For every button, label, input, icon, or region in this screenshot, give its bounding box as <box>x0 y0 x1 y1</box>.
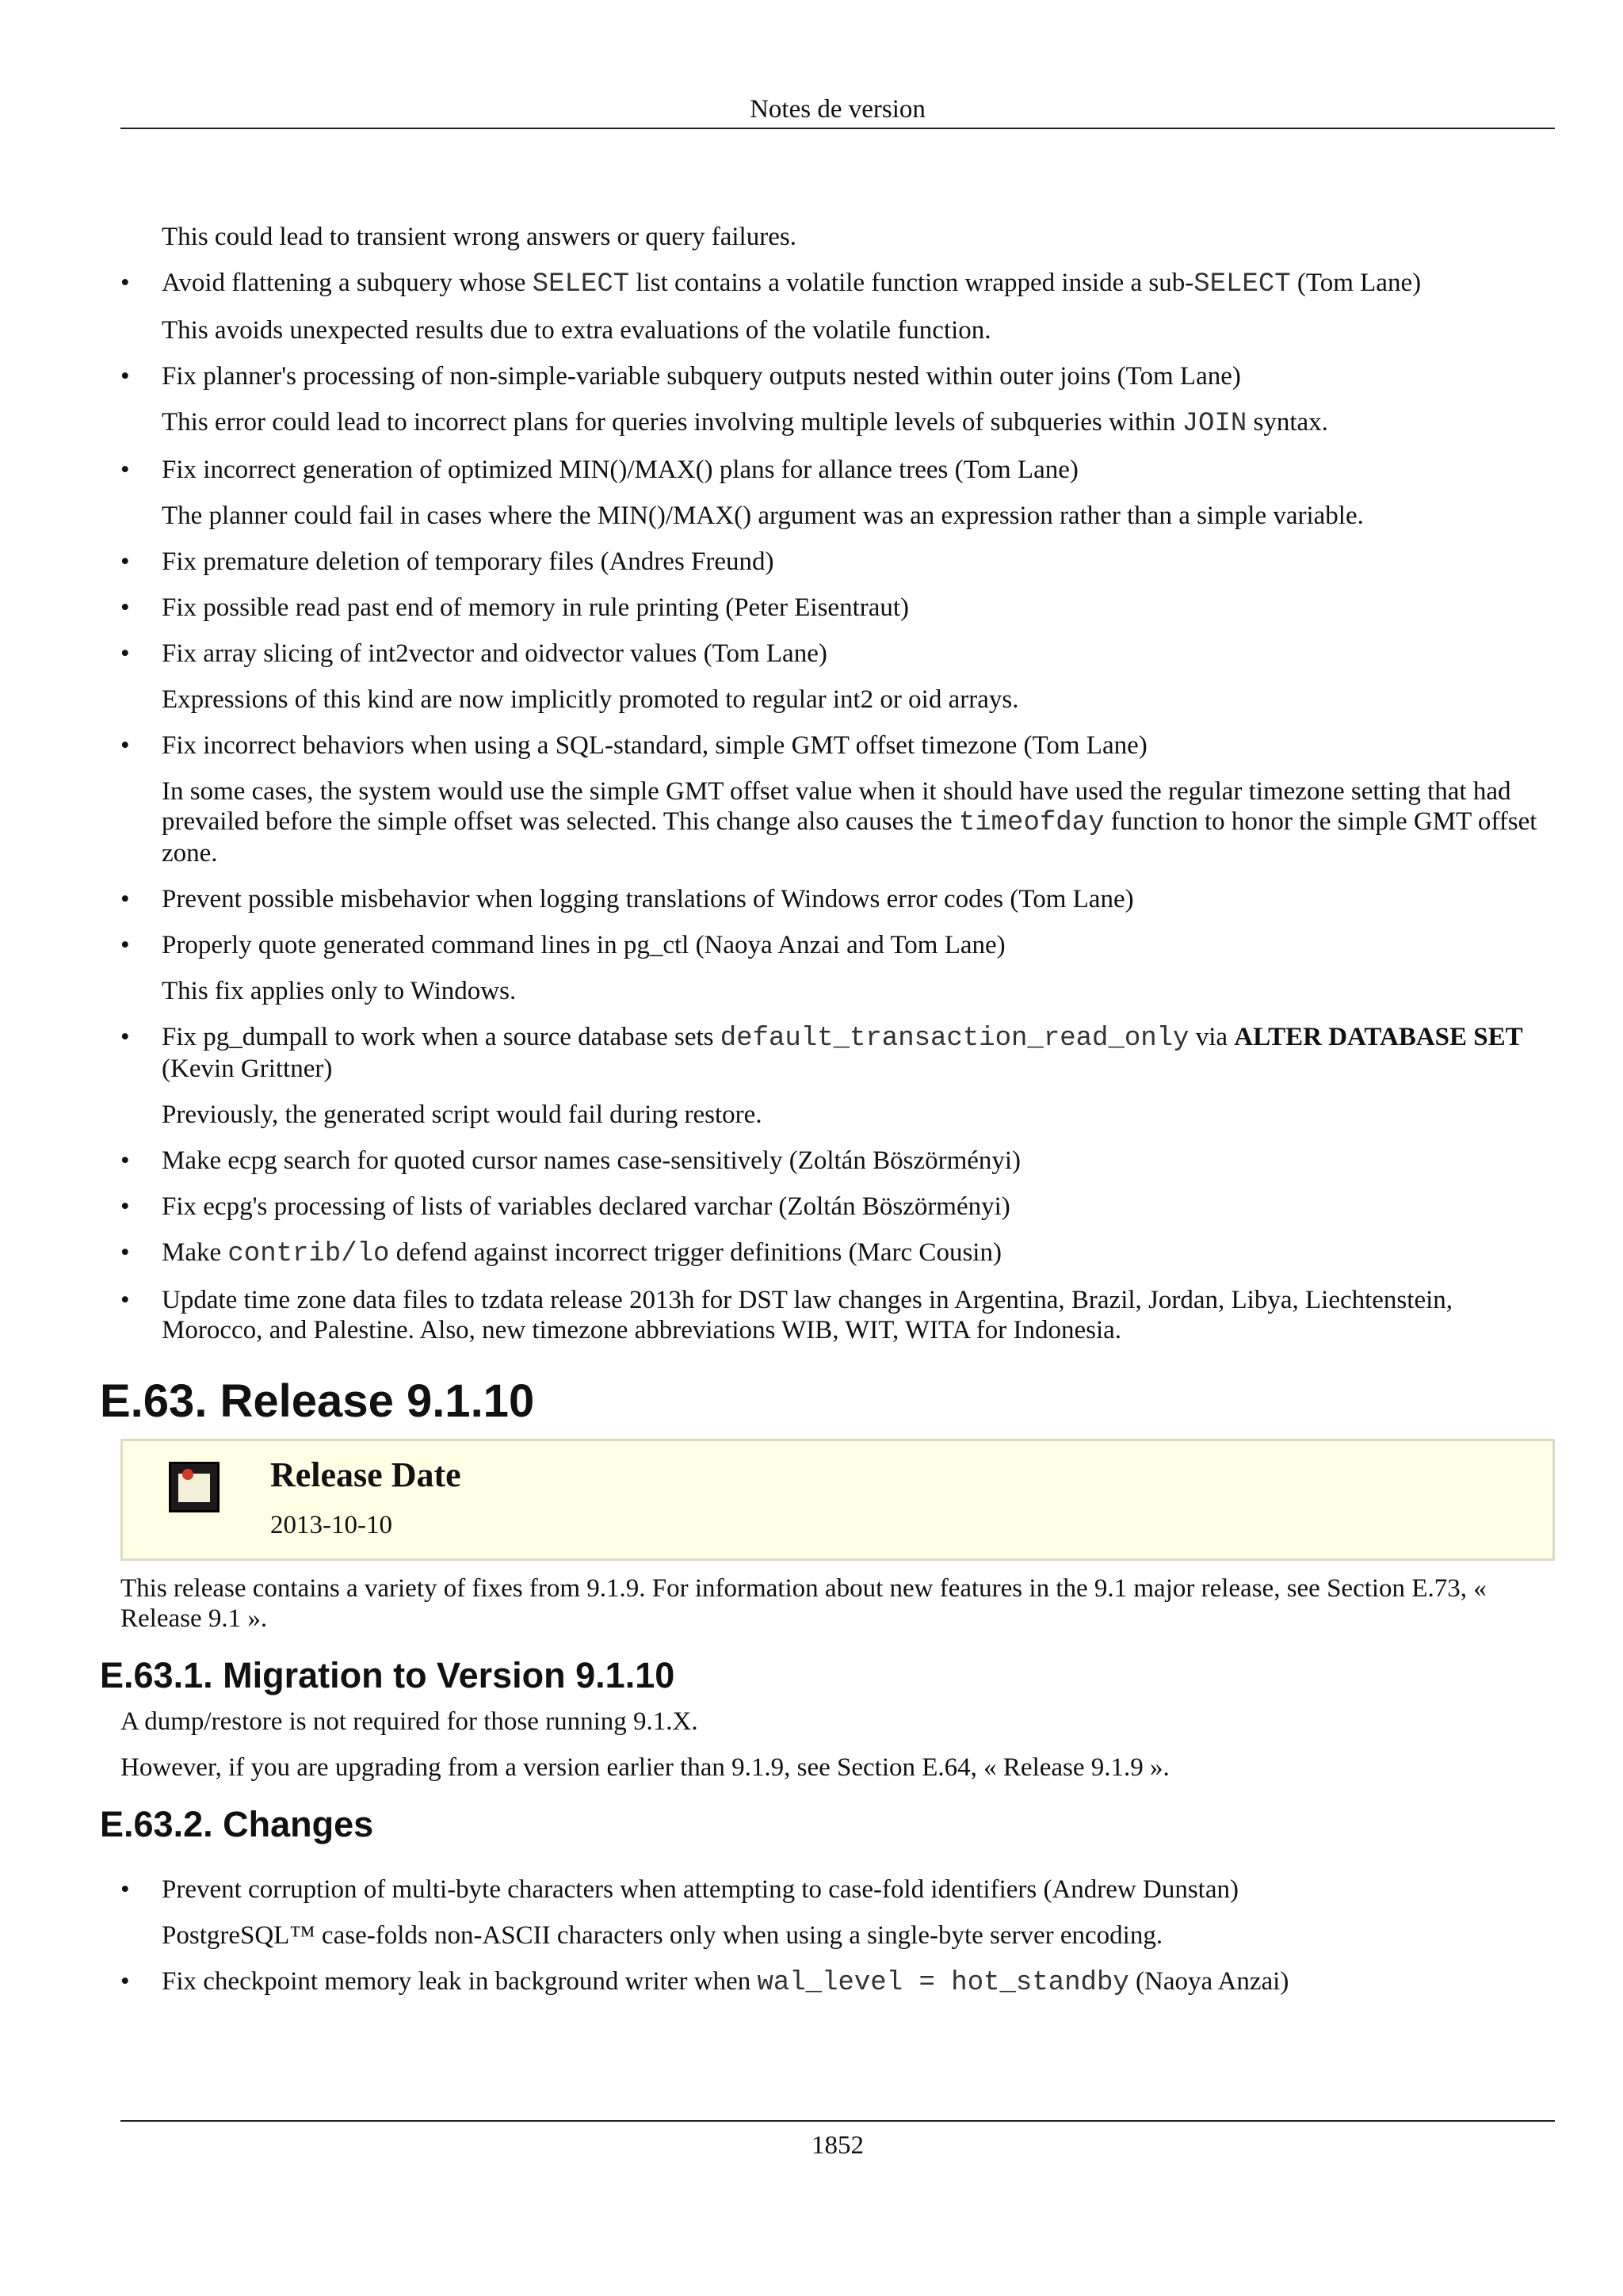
list-item <box>120 930 1555 1006</box>
list-item <box>120 1875 1555 1951</box>
item-detail: Expressions of this kind are now implicitly promoted to regular int2 or oid arrays. <box>162 685 1019 714</box>
bullet: • <box>120 1023 130 1051</box>
code-default-transaction-read-only: default_transaction_read_only <box>720 1024 1190 1054</box>
item-detail: In some cases, the system would use the simple GMT offset value when it should have used the regular timezone setting that had prevailed before the simple offset was selected. This change also causes the timeofday function to honor the simple GMT offset zone. <box>162 777 1537 868</box>
list-item <box>120 730 1555 868</box>
item-text: Fix planner's processing of non-simple-variable subquery outputs nested within outer joins (Tom Lane) <box>162 362 1241 391</box>
list-item <box>120 884 1555 914</box>
code-join: JOIN <box>1182 409 1247 439</box>
bullet: • <box>120 1238 130 1267</box>
bullet: • <box>120 1146 130 1175</box>
item-text: Fix ecpg's processing of lists of variables declared varchar (Zoltán Böszörményi) <box>162 1192 1010 1221</box>
bullet: • <box>120 456 130 484</box>
item-detail: Previously, the generated script would fail during restore. <box>162 1100 762 1129</box>
list-item <box>120 1966 1555 1998</box>
list-item <box>120 1238 1555 1269</box>
bullet: • <box>120 1192 130 1221</box>
changes-heading: E.63.2. Changes <box>100 1804 374 1844</box>
bullet: • <box>120 731 130 760</box>
item-text: Fix premature deletion of temporary files (Andres Freund) <box>162 547 774 576</box>
code-timeofday: timeofday <box>958 808 1105 838</box>
item-text: Make contrib/lo defend against incorrect trigger definitions (Marc Cousin) <box>162 1238 1002 1269</box>
list-item <box>120 593 1555 623</box>
release-heading: E.63. Release 9.1.10 <box>100 1375 535 1427</box>
item-text: Properly quote generated command lines in pg_ctl (Naoya Anzai and Tom Lane) <box>162 931 1006 959</box>
migration-paragraph: However, if you are upgrading from a version earlier than 9.1.9, see Section E.64, « Release 9.1.9 ». <box>120 1753 1170 1782</box>
list-item <box>120 1022 1555 1130</box>
bullet: • <box>120 362 130 391</box>
item-detail: The planner could fail in cases where the MIN()/MAX() argument was an expression rather than a simple variable. <box>162 502 1364 530</box>
item-text: Make ecpg search for quoted cursor names case-sensitively (Zoltán Böszörményi) <box>162 1146 1022 1175</box>
item-text: Fix pg_dumpall to work when a source database sets default_transaction_read_only via ALTER DATABASE SET (Kevin Grittner) <box>162 1023 1523 1083</box>
header-rule <box>120 128 1555 129</box>
list-item <box>120 455 1555 531</box>
item-text: Fix incorrect behaviors when using a SQL-standard, simple GMT offset timezone (Tom Lane) <box>162 731 1148 760</box>
item-text: Fix checkpoint memory leak in background writer when wal_level = hot_standby (Naoya Anzai) <box>162 1967 1289 1998</box>
footer-rule <box>120 2120 1555 2122</box>
list-item <box>120 1146 1555 1176</box>
bullet: • <box>120 269 130 297</box>
code-wal-level: wal_level = hot_standby <box>757 1968 1129 1998</box>
item-text: Fix array slicing of int2vector and oidvector values (Tom Lane) <box>162 639 827 668</box>
release-intro: This release contains a variety of fixes from 9.1.9. For information about new features in the 9.1 major release, see Section E.73, « Release 9.1 ». <box>120 1574 1487 1633</box>
item-detail: This error could lead to incorrect plans for queries involving multiple levels of subqueries within JOIN syntax. <box>162 408 1328 439</box>
item-text: Prevent possible misbehavior when logging translations of Windows error codes (Tom Lane) <box>162 885 1134 913</box>
running-header: Notes de version <box>750 95 926 124</box>
changes-list <box>120 1875 1555 1998</box>
note-icon <box>169 1462 220 1512</box>
bullet: • <box>120 885 130 913</box>
list-item <box>120 1285 1555 1345</box>
list-item <box>120 639 1555 715</box>
item-text: Fix possible read past end of memory in rule printing (Peter Eisentraut) <box>162 593 910 622</box>
bullet: • <box>120 547 130 576</box>
bullet: • <box>120 1875 130 1904</box>
list-item <box>120 547 1555 577</box>
release-date: 2013-10-10 <box>270 1511 392 1539</box>
list-item <box>120 1192 1555 1222</box>
fix-list <box>120 268 1555 1345</box>
bullet: • <box>120 639 130 668</box>
list-item <box>120 268 1555 345</box>
item-text: Update time zone data files to tzdata release 2013h for DST law changes in Argentina, Brazil, Jordan, Libya, Liechtenstein, Morocco, and Palestine. Also, new timezone abbreviations WIB, WIT, WITA for Indonesia. <box>162 1286 1453 1344</box>
item-detail: This fix applies only to Windows. <box>162 977 517 1005</box>
item-text: Prevent corruption of multi-byte characters when attempting to case-fold identifiers (Andrew Dunstan) <box>162 1875 1239 1904</box>
bullet: • <box>120 1967 130 1996</box>
command-alter-database-set: ALTER DATABASE SET <box>1234 1023 1523 1051</box>
release-date-note <box>120 1439 1555 1561</box>
bullet: • <box>120 1286 130 1314</box>
code-select: SELECT <box>532 269 630 299</box>
item-text: Avoid flattening a subquery whose SELECT list contains a volatile function wrapped inside a sub-SELECT (Tom Lane) <box>162 269 1422 299</box>
item-text: Fix incorrect generation of optimized MIN()/MAX() plans for allance trees (Tom Lane) <box>162 456 1079 484</box>
continuation-paragraph: This could lead to transient wrong answers or query failures. <box>162 223 796 251</box>
bullet: • <box>120 593 130 622</box>
page-content <box>100 222 1555 2014</box>
bullet: • <box>120 931 130 959</box>
page-number: 1852 <box>812 2131 864 2160</box>
migration-heading: E.63.1. Migration to Version 9.1.10 <box>100 1655 675 1695</box>
item-detail: This avoids unexpected results due to extra evaluations of the volatile function. <box>162 316 991 345</box>
note-title: Release Date <box>270 1455 461 1494</box>
item-detail: PostgreSQL™ case-folds non-ASCII characters only when using a single-byte server encoding. <box>162 1921 1163 1950</box>
code-select: SELECT <box>1193 269 1291 299</box>
code-contrib-lo: contrib/lo <box>227 1239 390 1269</box>
list-item <box>120 361 1555 439</box>
migration-paragraph: A dump/restore is not required for those running 9.1.X. <box>120 1707 698 1736</box>
